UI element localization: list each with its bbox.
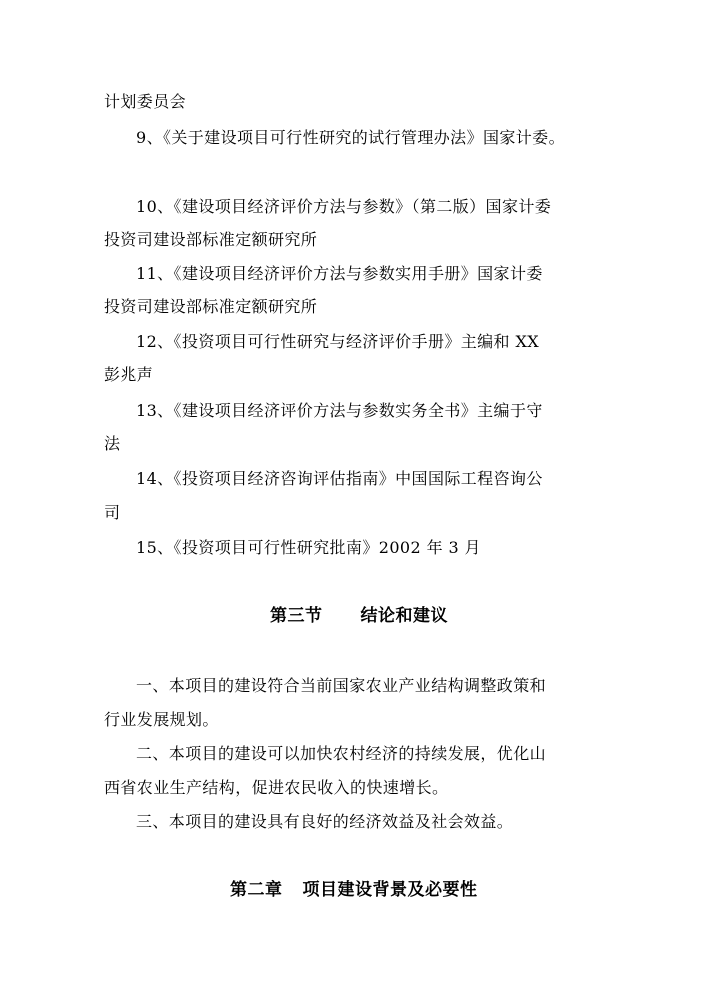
- reference-item-14: 14、《投资项目经济咨询评估指南》中国国际工程咨询公: [136, 469, 543, 488]
- reference-item-14-continuation: 司: [104, 503, 121, 522]
- section-number: 第三节: [270, 606, 323, 626]
- reference-item-13: 13、《建设项目经济评价方法与参数实务全书》主编于守: [136, 401, 543, 420]
- section-heading: [270, 605, 448, 627]
- chapter-number: 第二章: [230, 880, 283, 900]
- reference-item-15: 15、《投资项目可行性研究批南》2002 年 3 月: [136, 538, 481, 557]
- reference-item-12-continuation: 彭兆声: [104, 365, 154, 384]
- reference-item-8-continuation: 计划委员会: [104, 92, 187, 111]
- reference-item-13-continuation: 法: [104, 434, 121, 453]
- conclusion-item-3: 三、本项目的建设具有良好的经济效益及社会效益。: [136, 812, 514, 831]
- conclusion-item-1-continuation: 行业发展规划。: [104, 710, 219, 729]
- reference-item-11: 11、《建设项目经济评价方法与参数实用手册》国家计委: [136, 264, 543, 283]
- reference-item-12: 12、《投资项目可行性研究与经济评价手册》主编和 XX: [136, 332, 540, 351]
- conclusion-item-2: 二、本项目的建设可以加快农村经济的持续发展，优化山: [136, 744, 547, 763]
- conclusion-item-1: 一、本项目的建设符合当前国家农业产业结构调整政策和: [136, 676, 547, 695]
- section-title: 结论和建议: [360, 606, 448, 626]
- chapter-heading: [230, 879, 478, 901]
- reference-item-10-continuation: 投资司建设部标准定额研究所: [104, 230, 318, 249]
- chapter-title: 项目建设背景及必要性: [302, 880, 478, 900]
- conclusion-item-2-continuation: 西省农业生产结构，促进农民收入的快速增长。: [104, 778, 449, 797]
- reference-item-10: 10、《建设项目经济评价方法与参数》（第二版）国家计委: [136, 197, 552, 216]
- reference-item-11-continuation: 投资司建设部标准定额研究所: [104, 297, 318, 316]
- reference-item-9: 9、《关于建设项目可行性研究的试行管理办法》国家计委。: [136, 128, 565, 147]
